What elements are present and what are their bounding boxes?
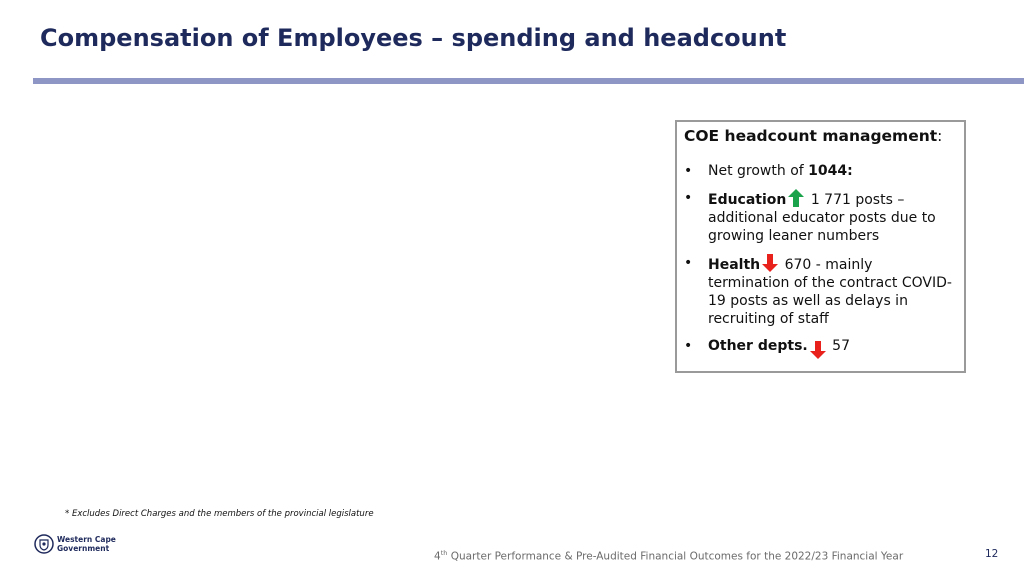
- headcount-box-title: [684, 127, 956, 145]
- headcount-box: [675, 120, 966, 373]
- logo-line-1: Western Cape: [57, 535, 116, 544]
- headcount-item-education: [684, 189, 956, 245]
- headcount-box-title-suffix: :: [937, 127, 943, 145]
- education-label: Education: [708, 192, 787, 208]
- footer-text: [434, 549, 903, 563]
- footnote: * Excludes Direct Charges and the members of the provincial legislature: [65, 509, 374, 519]
- logo-text: [57, 535, 116, 553]
- logo-line-2: Government: [57, 544, 110, 553]
- arrow-down-icon: [762, 254, 778, 272]
- headcount-item-other-depts: [684, 337, 956, 359]
- coat-of-arms-icon: [34, 534, 54, 554]
- health-text: 670 - mainly termination of the contract COVID-19 posts as well as delays in recruiting of staff: [708, 257, 952, 327]
- education-text: 1 771 posts – additional educator posts due to growing leaner numbers: [708, 192, 936, 244]
- health-label: Health: [708, 257, 761, 273]
- page-number: 12: [985, 548, 999, 560]
- headcount-item-health: [684, 254, 956, 328]
- arrow-down-icon: [810, 341, 826, 359]
- other-depts-text: 57: [827, 338, 850, 354]
- net-growth-value: 1044:: [808, 163, 853, 179]
- footer-description: Quarter Performance & Pre-Audited Financial Outcomes for the 2022/23 Financial Year: [447, 550, 904, 563]
- slide-title: Compensation of Employees – spending and headcount: [40, 24, 787, 52]
- logo: [34, 534, 116, 554]
- headcount-box-title-bold: COE headcount management: [684, 127, 938, 145]
- headcount-item-net-growth: [684, 162, 956, 180]
- footer-ordinal-suffix: th: [440, 549, 448, 557]
- title-divider: [33, 78, 1024, 84]
- net-growth-prefix: Net growth of: [708, 163, 809, 179]
- headcount-list: [684, 162, 956, 359]
- other-depts-label: Other depts.: [708, 338, 808, 354]
- footer-ordinal: 4: [434, 550, 441, 563]
- arrow-up-icon: [788, 189, 804, 207]
